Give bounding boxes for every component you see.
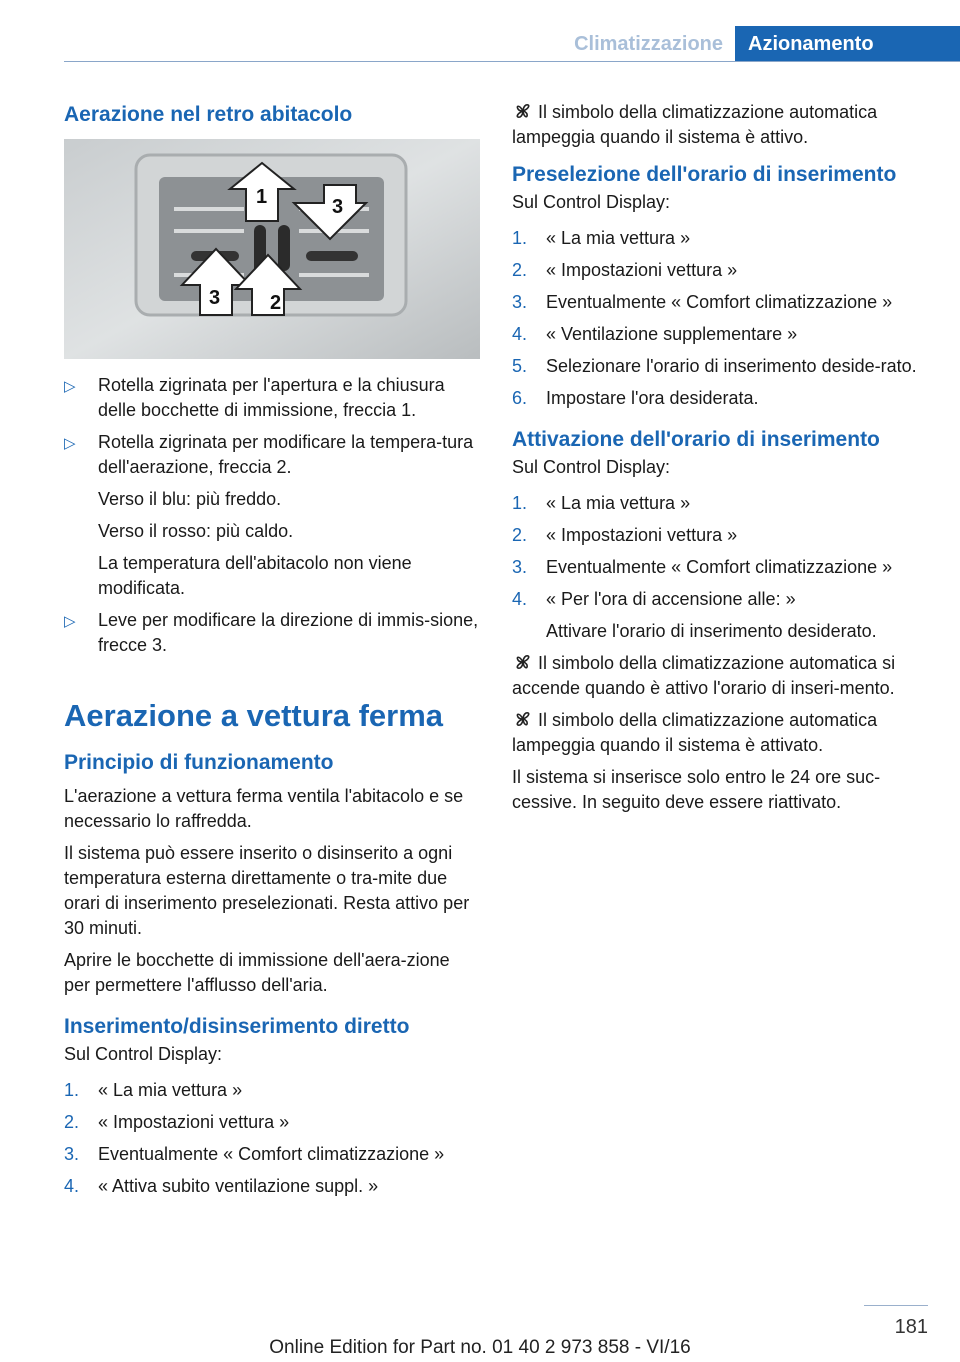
preselect-steps [512, 226, 928, 411]
note-activated: Il simbolo della climatizzazione automatica lampeggia quando il sistema è attivato. [512, 710, 878, 755]
list-item: 4. « Per l'ora di accensione alle: » Attivare l'orario di inserimento desiderato. [512, 589, 877, 641]
list-item: ▷ Rotella zigrinata per modificare la tempera‐tura dell'aerazione, freccia 2. Verso il blu: più freddo. Verso il rosso: più caldo. La temperatura dell'abitacolo non viene modificata. [64, 432, 474, 598]
paragraph: L'aerazione a vettura ferma ventila l'abitacolo e se necessario lo raffredda. [64, 786, 464, 831]
photo-label-1: 1 [256, 186, 268, 208]
right-column [512, 100, 928, 822]
list-item: 4. « Ventilazione supplementare » [512, 324, 798, 344]
list-item: 4. « Attiva subito ventilazione suppl. » [64, 1176, 379, 1196]
edition-footer: Online Edition for Part no. 01 40 2 973 858 - VI/16 [269, 1337, 691, 1358]
list-item: ▷ Leve per modificare la direzione di immis‐sione, frecce 3. [64, 610, 479, 655]
chapter-heading-standstill-vent: Aerazione a vettura ferma [64, 698, 444, 733]
paragraph: Il sistema può essere inserito o disinserito a ogni temperatura esterna direttamente o tra‐mite due orari di inserimento preselezionati. Resta attivo per 30 minuti. [64, 843, 470, 938]
footer-rule [864, 1305, 928, 1306]
subheading-principle: Principio di funzionamento [64, 751, 334, 774]
intro-text: Sul Control Display: [64, 1044, 223, 1064]
list-item: ▷ Rotella zigrinata per l'apertura e la chiusura delle bocchette di immissione, freccia 1. [64, 375, 445, 420]
subheading-activation: Attivazione dell'orario di inserimento [512, 428, 880, 451]
list-item: 2. « Impostazioni vettura » [512, 525, 738, 545]
list-item: 2. « Impostazioni vettura » [512, 260, 738, 280]
subheading-preselect: Preselezione dell'orario di inserimento [512, 163, 897, 186]
list-item: 3. Eventualmente « Comfort climatizzazione » [64, 1144, 445, 1164]
subheading-direct: Inserimento/disinserimento diretto [64, 1015, 410, 1038]
note-blinking: Il simbolo della climatizzazione automatica lampeggia quando il sistema è attivo. [512, 102, 878, 147]
section-heading-rear-vent: Aerazione nel retro abitacolo [64, 103, 353, 126]
triangle-bullet-icon: ▷ [64, 613, 76, 630]
left-column [64, 100, 480, 1206]
list-item: 1. « La mia vettura » [64, 1080, 243, 1100]
list-item: 3. Eventualmente « Comfort climatizzazione » [512, 557, 893, 577]
chapter-tab-active[interactable]: Azionamento [735, 26, 960, 62]
activation-steps [512, 491, 928, 644]
photo-label-3b: 3 [209, 287, 221, 309]
photo-label-2: 2 [270, 292, 282, 314]
header-rule [64, 61, 960, 62]
list-item: 1. « La mia vettura » [512, 493, 691, 513]
rear-vent-photo [64, 139, 480, 359]
list-item: 5. Selezionare l'orario di inserimento deside‐rato. [512, 356, 917, 376]
closing-paragraph: Il sistema si inserisce solo entro le 24 ore suc‐cessive. In seguito deve essere riattivato. [512, 767, 881, 812]
page-number: 181 [894, 1316, 928, 1338]
fan-icon [512, 102, 534, 120]
triangle-bullet-icon: ▷ [64, 435, 76, 452]
section-tab[interactable]: Climatizzazione [574, 33, 723, 55]
list-item: 2. « Impostazioni vettura » [64, 1112, 290, 1132]
fan-icon [512, 710, 534, 728]
triangle-bullet-icon: ▷ [64, 378, 76, 395]
intro-text: Sul Control Display: [512, 192, 671, 212]
paragraph: Aprire le bocchette di immissione dell'aera‐zione per permettere l'afflusso dell'aria. [64, 950, 450, 995]
intro-text: Sul Control Display: [512, 457, 671, 477]
page-header [0, 0, 960, 62]
fan-icon [512, 653, 534, 671]
list-item: 1. « La mia vettura » [512, 228, 691, 248]
list-item: 6. Impostare l'ora desiderata. [512, 388, 759, 408]
list-item: 3. Eventualmente « Comfort climatizzazione » [512, 292, 893, 312]
note-active: Il simbolo della climatizzazione automatica si accende quando è attivo l'orario di inseri‐mento. [512, 653, 896, 698]
photo-label-3a: 3 [332, 196, 344, 218]
direct-steps [64, 1078, 480, 1199]
control-bullets [64, 373, 480, 658]
